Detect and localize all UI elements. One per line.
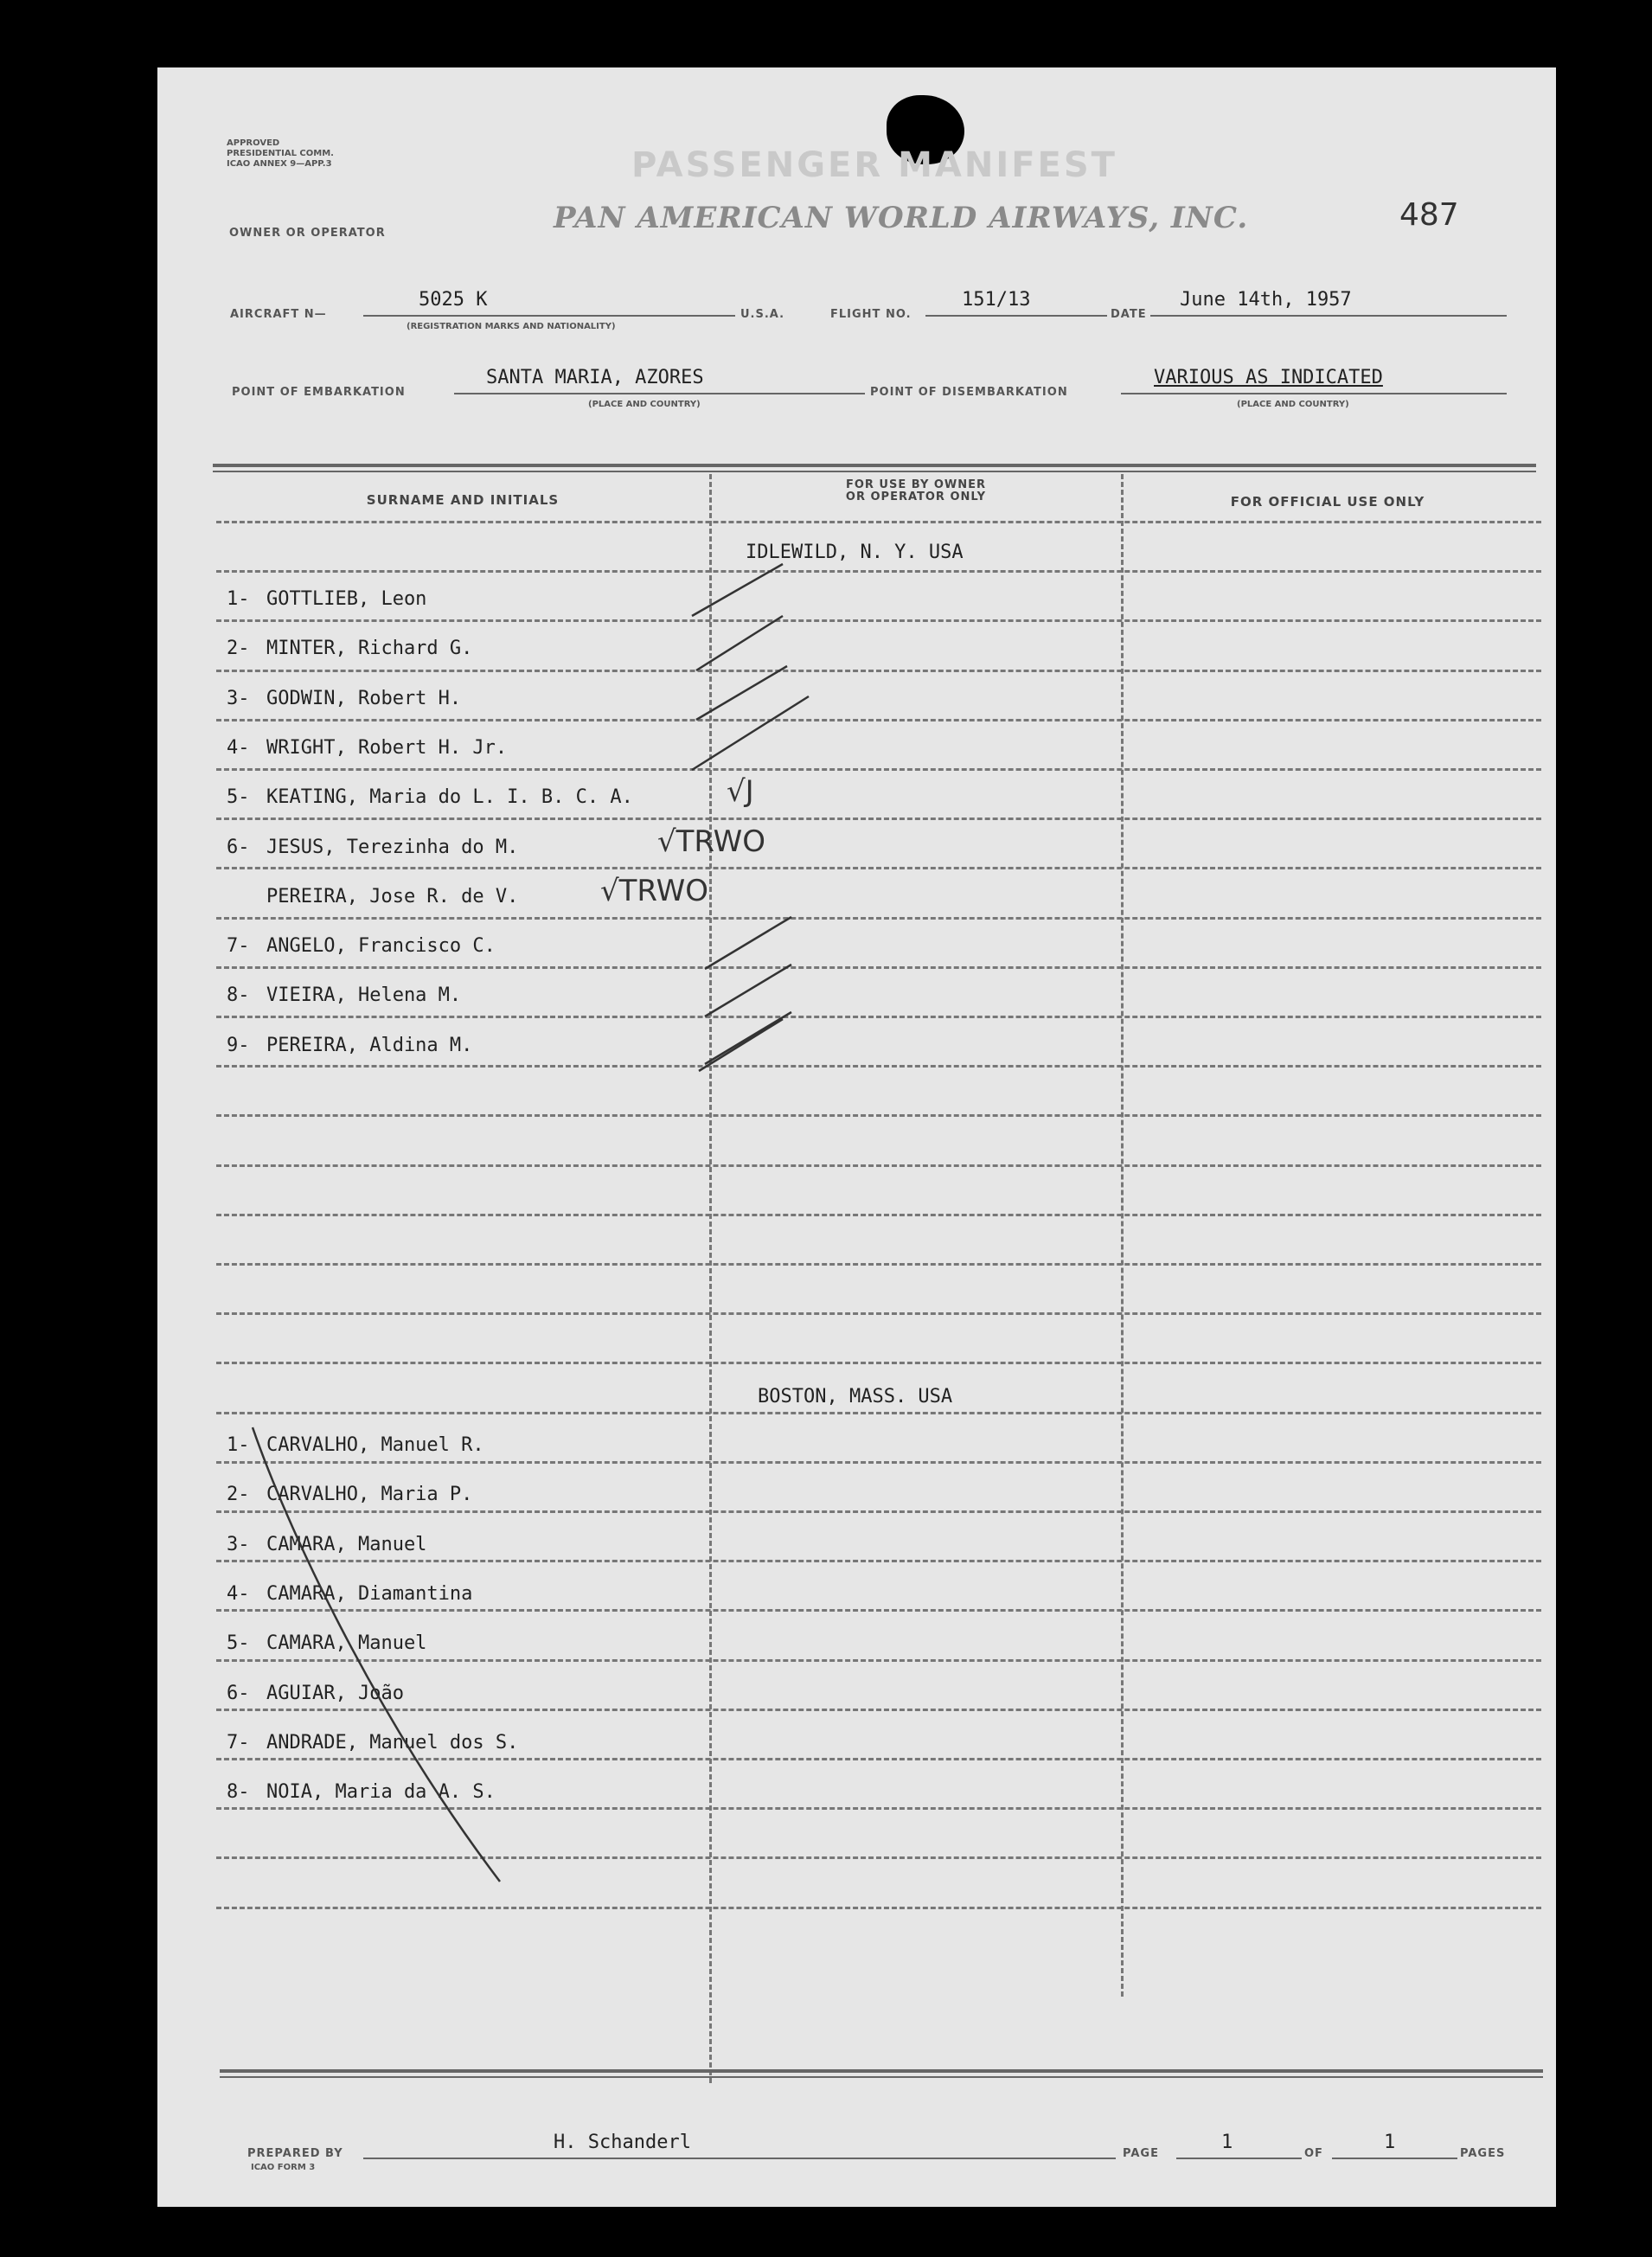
passenger-name: NOIA, Maria da A. S. <box>266 1781 496 1804</box>
disembark-value: VARIOUS AS INDICATED <box>1154 367 1383 388</box>
check-mark <box>692 696 809 770</box>
aircraft-sub: (REGISTRATION MARKS AND NATIONALITY) <box>407 322 616 331</box>
form-title: PASSENGER MANIFEST <box>631 145 1117 185</box>
passenger-number: 9- <box>227 1034 250 1056</box>
check-mark <box>705 1012 791 1064</box>
passenger-number: 2- <box>227 1484 250 1506</box>
prepared-value: H. Schanderl <box>554 2132 691 2153</box>
form-code: ICAO FORM 3 <box>251 2163 316 2172</box>
of-label: OF <box>1304 2147 1323 2160</box>
passenger-name: JESUS, Terezinha do M. <box>266 836 519 858</box>
passenger-number: 1- <box>227 588 250 610</box>
embark-sub: (PLACE AND COUNTRY) <box>588 400 701 409</box>
destination-heading: BOSTON, MASS. USA <box>758 1386 953 1407</box>
column-owner-use-line: FOR USE BY OWNER <box>845 478 987 491</box>
stamp-line: APPROVED <box>227 138 280 148</box>
handwritten-mark: √TRWO <box>657 824 766 859</box>
passenger-number: 6- <box>227 1682 250 1704</box>
passenger-name: WRIGHT, Robert H. Jr. <box>266 736 508 759</box>
passenger-name: ANGELO, Francisco C. <box>266 935 496 958</box>
passenger-name: CAMARA, Manuel <box>266 1533 427 1555</box>
cancel-slash <box>253 1427 500 1882</box>
passenger-number: 8- <box>227 1781 250 1804</box>
passenger-name: VIEIRA, Helena M. <box>266 984 462 1007</box>
of-value: 1 <box>1384 2132 1396 2153</box>
check-mark <box>696 616 783 670</box>
passenger-name: PEREIRA, Jose R. de V. <box>266 885 519 907</box>
prepared-label: PREPARED BY <box>247 2147 343 2160</box>
passenger-number: 6- <box>227 836 250 858</box>
check-mark <box>692 564 783 616</box>
column-official: FOR OFFICIAL USE ONLY <box>1230 494 1425 510</box>
passenger-name: KEATING, Maria do L. I. B. C. A. <box>266 786 633 809</box>
passenger-name: MINTER, Richard G. <box>266 638 473 660</box>
passenger-name: PEREIRA, Aldina M. <box>266 1034 473 1056</box>
passenger-number: 8- <box>227 984 250 1007</box>
embark-value: SANTA MARIA, AZORES <box>486 367 704 388</box>
check-mark <box>699 1019 783 1071</box>
country-label: U.S.A. <box>740 308 785 321</box>
page-number: 487 <box>1399 197 1459 233</box>
embark-label: POINT OF EMBARKATION <box>232 386 406 399</box>
passenger-name: ANDRADE, Manuel dos S. <box>266 1731 519 1754</box>
date-value: June 14th, 1957 <box>1180 289 1352 311</box>
disembark-label: POINT OF DISEMBARKATION <box>870 386 1068 399</box>
passenger-number: 1- <box>227 1434 250 1456</box>
passenger-number: 7- <box>227 935 250 958</box>
column-surname: SURNAME AND INITIALS <box>366 492 560 508</box>
owner-value: PAN AMERICAN WORLD AIRWAYS, INC. <box>554 201 1249 235</box>
passenger-number: 2- <box>227 638 250 660</box>
passenger-number: 3- <box>227 1533 250 1555</box>
passenger-number: 4- <box>227 1582 250 1605</box>
passenger-name: CAMARA, Manuel <box>266 1632 427 1655</box>
check-mark <box>696 666 787 720</box>
handwritten-mark: √J <box>727 774 754 810</box>
check-mark <box>705 917 791 969</box>
stamp-line: PRESIDENTIAL COMM. <box>227 149 334 158</box>
passenger-name: CARVALHO, Maria P. <box>266 1484 473 1506</box>
passenger-number: 7- <box>227 1731 250 1754</box>
date-label: DATE <box>1111 308 1147 321</box>
passenger-number: 4- <box>227 736 250 759</box>
passenger-name: GODWIN, Robert H. <box>266 687 462 709</box>
flight-value: 151/13 <box>962 289 1031 311</box>
passenger-name: CARVALHO, Manuel R. <box>266 1434 484 1456</box>
disembark-sub: (PLACE AND COUNTRY) <box>1237 400 1349 409</box>
pages-label: PAGES <box>1460 2147 1506 2160</box>
passenger-name: AGUIAR, João <box>266 1682 404 1704</box>
flight-label: FLIGHT NO. <box>830 308 912 321</box>
passenger-name: GOTTLIEB, Leon <box>266 588 427 610</box>
stamp-line: ICAO ANNEX 9—APP.3 <box>227 159 332 169</box>
destination-heading: IDLEWILD, N. Y. USA <box>746 542 964 563</box>
check-mark <box>705 965 791 1016</box>
passenger-number: 3- <box>227 687 250 709</box>
passenger-number: 5- <box>227 786 250 809</box>
aircraft-label: AIRCRAFT N— <box>230 308 327 321</box>
handwritten-mark: √TRWO <box>600 873 709 908</box>
page-label: PAGE <box>1123 2147 1159 2160</box>
column-owner-use-line: OR OPERATOR ONLY <box>845 491 987 503</box>
owner-label: OWNER OR OPERATOR <box>229 227 386 240</box>
page-value: 1 <box>1221 2132 1233 2153</box>
aircraft-value: 5025 K <box>419 289 488 311</box>
passenger-number: 5- <box>227 1632 250 1655</box>
passenger-name: CAMARA, Diamantina <box>266 1582 473 1605</box>
